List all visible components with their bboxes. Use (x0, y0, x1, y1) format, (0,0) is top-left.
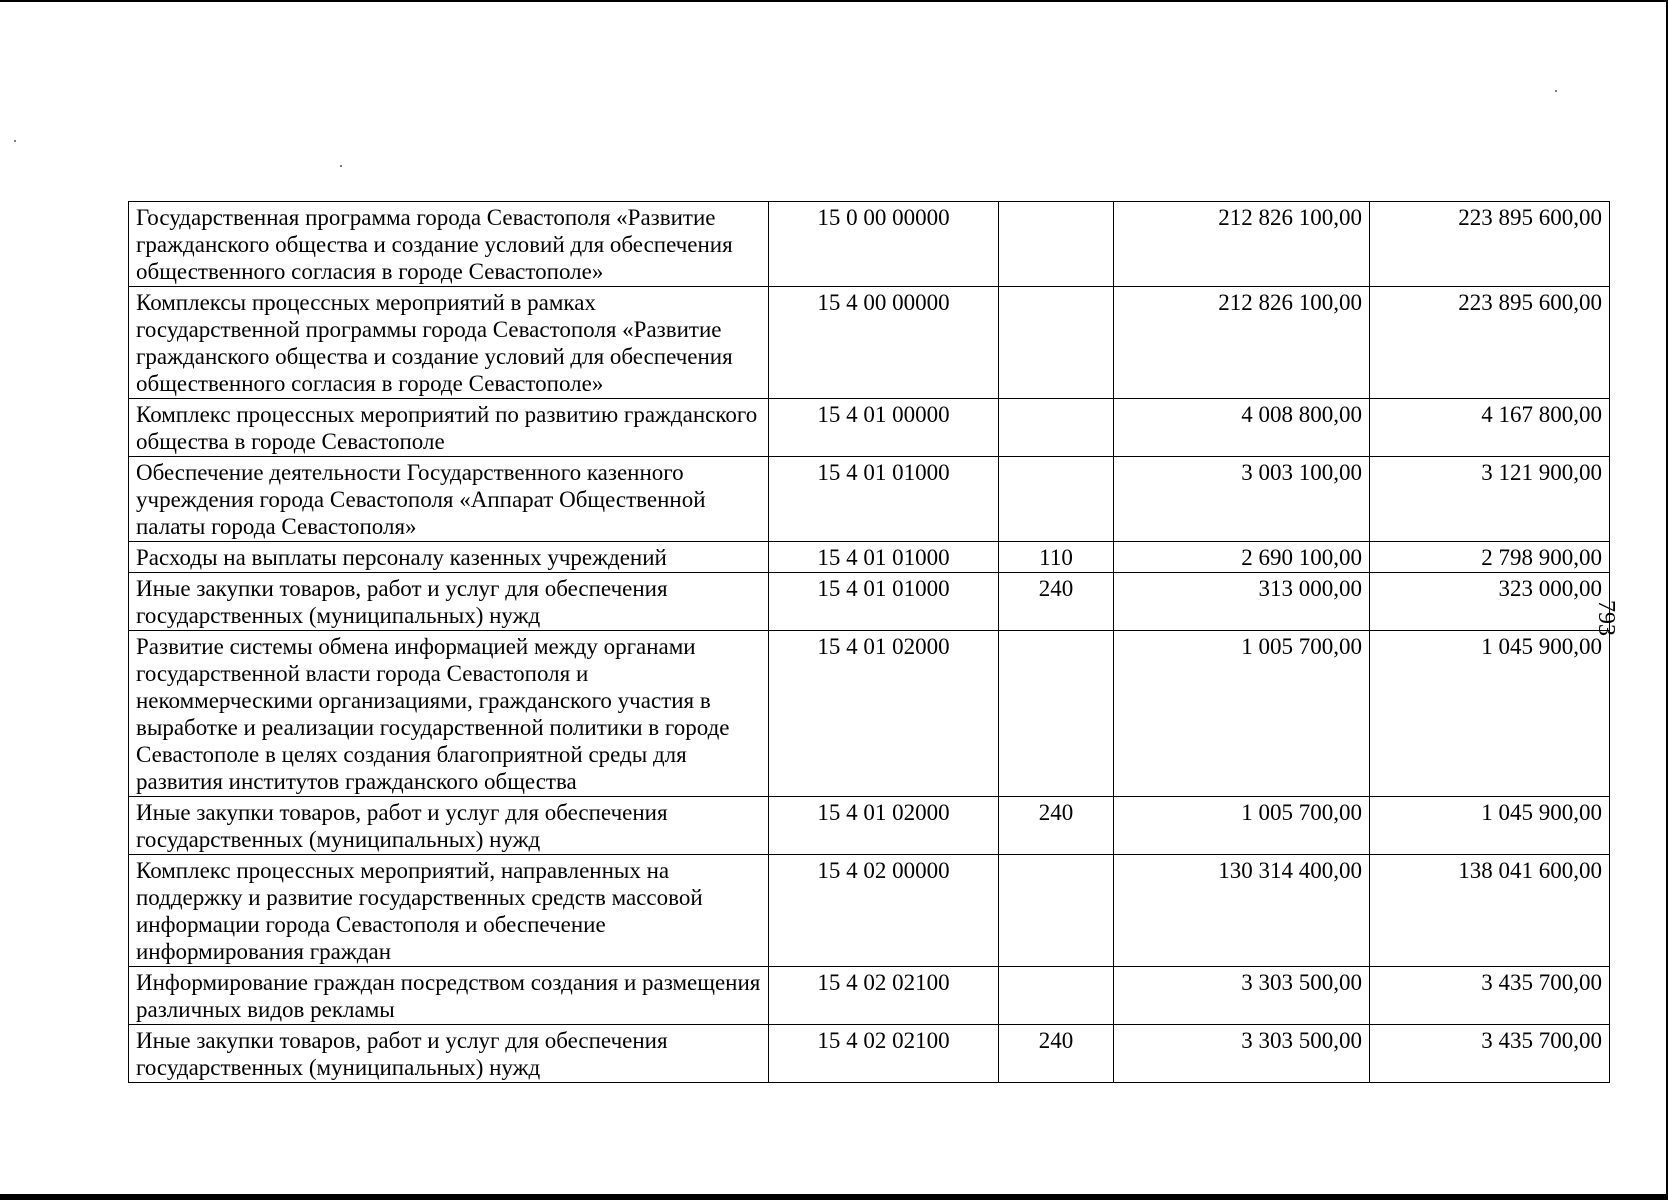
table-row (129, 542, 1610, 573)
row-name: Развитие системы обмена информацией между органами государственной власти города Севастополя и некоммерческими организациями, гражданского участия в выработке и реализации государственной политики в городе Севастополе в целях создания благоприятной среды для развития институтов гражданского общества (129, 631, 769, 797)
row-expense-type (999, 202, 1114, 287)
row-sum-1: 212 826 100,00 (1114, 202, 1370, 287)
row-expense-type: 240 (999, 797, 1114, 855)
table-row (129, 967, 1610, 1025)
row-expense-type: 240 (999, 1025, 1114, 1083)
row-expense-type (999, 855, 1114, 967)
table-row (129, 1025, 1610, 1083)
table-row (129, 399, 1610, 457)
row-expense-type (999, 631, 1114, 797)
table-row (129, 797, 1610, 855)
row-name: Расходы на выплаты персоналу казенных учреждений (129, 542, 769, 573)
row-name: Комплекс процессных мероприятий по развитию гражданского общества в городе Севастополе (129, 399, 769, 457)
row-code: 15 4 02 02100 (769, 1025, 999, 1083)
row-sum-1: 1 005 700,00 (1114, 631, 1370, 797)
row-name: Информирование граждан посредством создания и размещения различных видов рекламы (129, 967, 769, 1025)
budget-table (128, 201, 1610, 1083)
row-name: Комплекс процессных мероприятий, направленных на поддержку и развитие государственных средств массовой информации города Севастополя и обеспечение информирования граждан (129, 855, 769, 967)
row-expense-type (999, 399, 1114, 457)
row-code: 15 0 00 00000 (769, 202, 999, 287)
scan-speck (1555, 90, 1557, 92)
table-row (129, 855, 1610, 967)
row-name: Комплексы процессных мероприятий в рамках государственной программы города Севастополя «Развитие гражданского общества и создание условий для обеспечения общественного согласия в городе Севастополе» (129, 287, 769, 399)
row-sum-2: 223 895 600,00 (1370, 287, 1610, 399)
row-sum-2: 223 895 600,00 (1370, 202, 1610, 287)
row-expense-type: 110 (999, 542, 1114, 573)
row-expense-type (999, 457, 1114, 542)
row-code: 15 4 01 02000 (769, 631, 999, 797)
row-sum-2: 2 798 900,00 (1370, 542, 1610, 573)
row-name: Иные закупки товаров, работ и услуг для обеспечения государственных (муниципальных) нужд (129, 1025, 769, 1083)
row-sum-1: 2 690 100,00 (1114, 542, 1370, 573)
row-sum-1: 130 314 400,00 (1114, 855, 1370, 967)
table-row (129, 457, 1610, 542)
scan-speck (14, 140, 16, 142)
row-sum-2: 3 121 900,00 (1370, 457, 1610, 542)
row-code: 15 4 01 01000 (769, 573, 999, 631)
row-sum-1: 4 008 800,00 (1114, 399, 1370, 457)
row-expense-type: 240 (999, 573, 1114, 631)
row-name: Иные закупки товаров, работ и услуг для обеспечения государственных (муниципальных) нужд (129, 797, 769, 855)
row-code: 15 4 00 00000 (769, 287, 999, 399)
row-sum-2: 1 045 900,00 (1370, 797, 1610, 855)
table-row (129, 202, 1610, 287)
row-code: 15 4 02 00000 (769, 855, 999, 967)
row-code: 15 4 02 02100 (769, 967, 999, 1025)
row-code: 15 4 01 01000 (769, 542, 999, 573)
table-row (129, 287, 1610, 399)
scan-speck (340, 165, 342, 167)
row-sum-1: 313 000,00 (1114, 573, 1370, 631)
page-number: 793 (1593, 600, 1619, 636)
row-sum-1: 3 303 500,00 (1114, 967, 1370, 1025)
row-name: Государственная программа города Севастополя «Развитие гражданского общества и создание условий для обеспечения общественного согласия в городе Севастополе» (129, 202, 769, 287)
row-sum-2: 3 435 700,00 (1370, 967, 1610, 1025)
table-row (129, 631, 1610, 797)
row-name: Иные закупки товаров, работ и услуг для обеспечения государственных (муниципальных) нужд (129, 573, 769, 631)
row-sum-2: 1 045 900,00 (1370, 631, 1610, 797)
row-sum-1: 1 005 700,00 (1114, 797, 1370, 855)
row-sum-2: 3 435 700,00 (1370, 1025, 1610, 1083)
row-code: 15 4 01 00000 (769, 399, 999, 457)
row-expense-type (999, 287, 1114, 399)
row-sum-1: 3 003 100,00 (1114, 457, 1370, 542)
row-sum-2: 323 000,00 (1370, 573, 1610, 631)
row-name: Обеспечение деятельности Государственного казенного учреждения города Севастополя «Аппарат Общественной палаты города Севастополя» (129, 457, 769, 542)
row-sum-1: 212 826 100,00 (1114, 287, 1370, 399)
row-code: 15 4 01 01000 (769, 457, 999, 542)
row-sum-2: 138 041 600,00 (1370, 855, 1610, 967)
table-row (129, 573, 1610, 631)
row-expense-type (999, 967, 1114, 1025)
row-sum-2: 4 167 800,00 (1370, 399, 1610, 457)
row-sum-1: 3 303 500,00 (1114, 1025, 1370, 1083)
row-code: 15 4 01 02000 (769, 797, 999, 855)
